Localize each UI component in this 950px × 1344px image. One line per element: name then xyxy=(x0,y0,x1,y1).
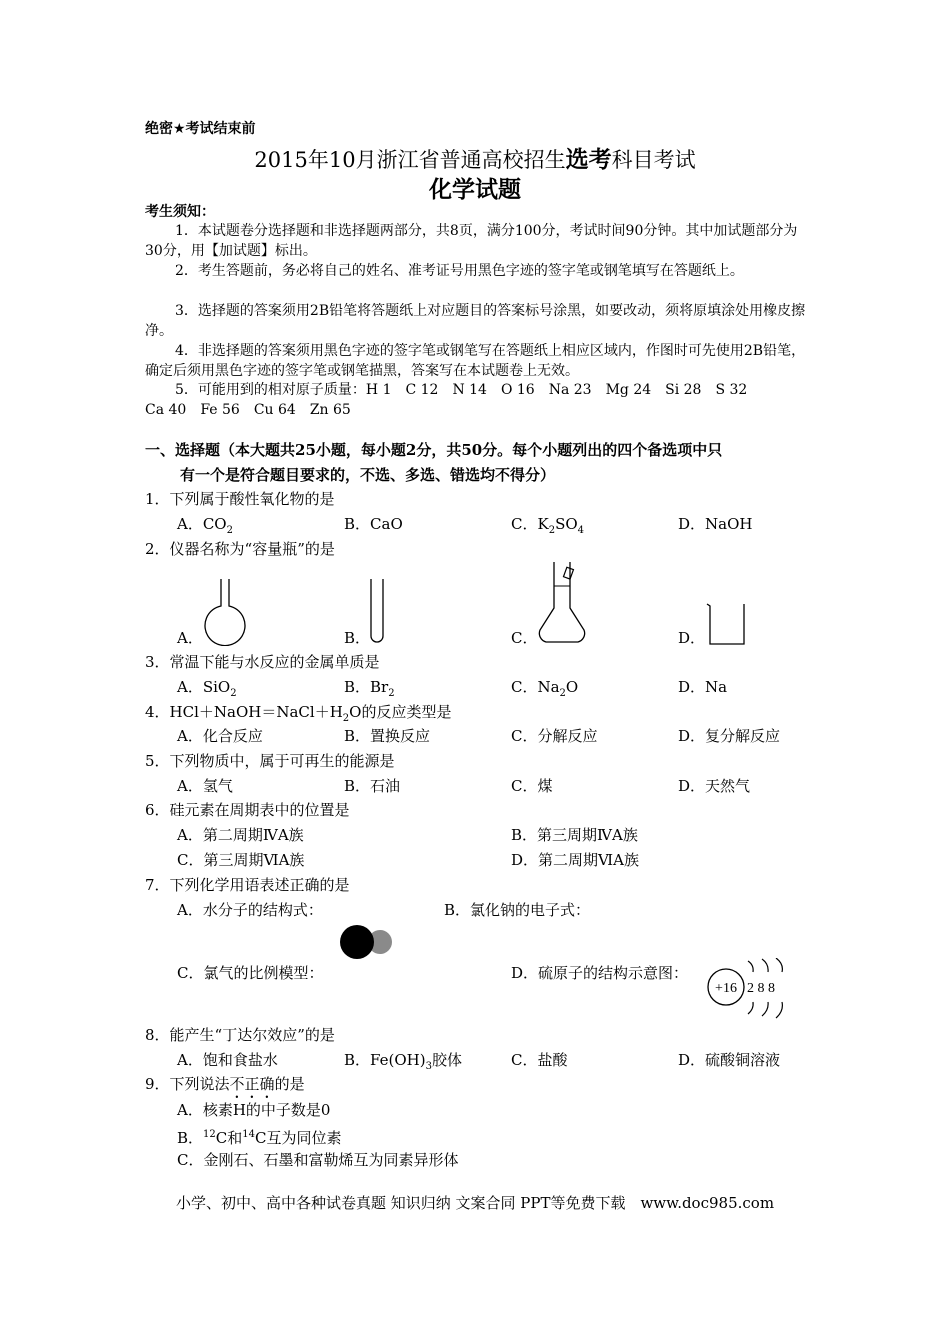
volumetric-flask-icon xyxy=(532,556,592,648)
q4-stem: 4．$HCl+NaOH=NaCl+H_2O$的反应类型是 xyxy=(145,703,452,724)
test-tube-icon xyxy=(366,576,388,646)
notice-heading: 考生须知： xyxy=(145,204,215,220)
q2-option-b: B． xyxy=(344,629,371,647)
page-footer: 小学、初中、高中各种试卷真题 知识归纳 文案合同 PPT等免费下载 www.doc985.com xyxy=(175,1194,775,1212)
q6-option-d: D．第二周期ⅥA族 xyxy=(511,851,639,869)
q8-stem: 8．能产生“丁达尔效应”的是 xyxy=(145,1026,335,1044)
q3-option-a: A．SiO$_2$ xyxy=(177,678,237,699)
q4-option-d: D．复分解反应 xyxy=(678,727,781,745)
q8-option-c: C．盐酸 xyxy=(511,1051,568,1069)
notice-item-2: 2．考生答题前，务必将自己的姓名、准考证号用黑色字迹的签字笔或钢笔填写在答题纸上。 xyxy=(175,263,744,279)
q3-option-c: C．$Na_2O$ xyxy=(511,678,579,699)
q6-option-b: B．第三周期ⅣA族 xyxy=(511,826,638,844)
q6-option-c: C．第三周期ⅥA族 xyxy=(177,851,305,869)
q6-stem: 6．硅元素在周期表中的位置是 xyxy=(145,801,350,819)
sulfur-atom-structure-icon xyxy=(704,958,804,1020)
round-bottom-flask-icon xyxy=(202,576,248,646)
section-heading-cont: 有一个是符合题目要求的，不选、多选、错选均不得分） xyxy=(180,466,556,484)
atomic-mass-line-2: Ca 40 Fe 56 Cu 64 Zn 65 xyxy=(145,402,351,418)
q4-option-a: A．化合反应 xyxy=(177,727,263,745)
section-heading: 一、选择题（本大题共25小题，每小题2分，共50分。每个小题列出的四个备选项中只 xyxy=(145,441,723,459)
q5-option-d: D．天然气 xyxy=(678,777,751,795)
q8-option-b: B．$Fe(OH)_3$胶体 xyxy=(344,1051,462,1072)
q2-option-a: A． xyxy=(177,629,203,647)
title-bold: 选考 xyxy=(565,147,612,173)
q3-option-b: B．$Br_2$ xyxy=(344,678,395,699)
q4-option-b: B．置换反应 xyxy=(344,727,431,745)
q9-option-c: C．金刚石、石墨和富勒烯互为同素异形体 xyxy=(177,1151,459,1169)
notice-item-1: 1．本试题卷分选择题和非选择题两部分，共8页，满分100分，考试时间90分钟。其中加试题部分为30分，用【加试题】标出。 xyxy=(145,223,798,259)
q8-option-a: A．饱和食盐水 xyxy=(177,1051,278,1069)
chlorine-space-filling-model-icon xyxy=(337,922,397,962)
q9-option-b: B．$^{12}$C和$^{14}$C互为同位素 xyxy=(177,1129,342,1147)
q9-emphasis: 不正确 xyxy=(229,1075,275,1093)
q6-option-a: A．第二周期ⅣA族 xyxy=(177,826,304,844)
title-post: 科目考试 xyxy=(611,148,696,172)
electron-shells: 2 8 8 xyxy=(747,981,775,996)
q7-option-d: D．硫原子的结构示意图： xyxy=(511,964,689,982)
q5-stem: 5．下列物质中，属于可再生的能源是 xyxy=(145,752,395,770)
q7-stem: 7．下列化学用语表述正确的是 xyxy=(145,876,350,894)
atomic-mass-line-1: 5．可能用到的相对原子质量：H 1 C 12 N 14 O 16 Na 23 Mg 24 Si 28 S 32 xyxy=(175,382,748,398)
title-pre: 2015年10月浙江省普通高校招生 xyxy=(254,148,566,172)
q8-option-d: D．硫酸铜溶液 xyxy=(678,1051,781,1069)
q1-option-d: D．NaOH xyxy=(678,515,753,533)
q5-option-c: C．煤 xyxy=(511,777,553,795)
notice-item-4: 4．非选择题的答案须用黑色字迹的签字笔或钢笔写在答题纸上相应区域内，作图时可先使用2B铅笔，确定后须用黑色字迹的签字笔或钢笔描黑，答案写在本试题卷上无效。 xyxy=(145,343,806,379)
q5-option-a: A．氢气 xyxy=(177,777,233,795)
q3-stem: 3．常温下能与水反应的金属单质是 xyxy=(145,653,380,671)
q9-stem: 9．下列说法不正确的是 xyxy=(145,1075,305,1093)
q4-option-c: C．分解反应 xyxy=(511,727,598,745)
exam-title xyxy=(0,141,950,174)
notice-item-3: 3．选择题的答案须用2B铅笔将答题纸上对应题目的答案标号涂黑，如要改动，须将原填涂处用橡皮擦净。 xyxy=(145,303,806,339)
q7-option-c: C．氯气的比例模型： xyxy=(177,964,324,982)
q9-option-a: A．核素H的中子数是0 xyxy=(177,1101,331,1119)
q2-option-d: D． xyxy=(678,629,706,647)
q5-option-b: B．石油 xyxy=(344,777,401,795)
beaker-icon xyxy=(704,600,748,648)
secret-label: 绝密★考试结束前 xyxy=(145,121,256,137)
q1-stem: 1．下列属于酸性氧化物的是 xyxy=(145,490,335,508)
q2-option-c: C． xyxy=(511,629,538,647)
q1-option-a: A．$CO_2$ xyxy=(177,515,233,536)
subject-title: 化学试题 xyxy=(429,177,521,203)
q7-option-a: A．水分子的结构式： xyxy=(177,901,323,919)
q1-option-c: C．$K_2SO_4$ xyxy=(511,515,585,536)
q1-option-b: B．CaO xyxy=(344,515,403,533)
q7-option-b: B．氯化钠的电子式： xyxy=(444,901,591,919)
q2-stem: 2．仪器名称为“容量瓶”的是 xyxy=(145,540,335,558)
q3-option-d: D．Na xyxy=(678,678,728,696)
nucleus-label: +16 xyxy=(715,981,737,996)
